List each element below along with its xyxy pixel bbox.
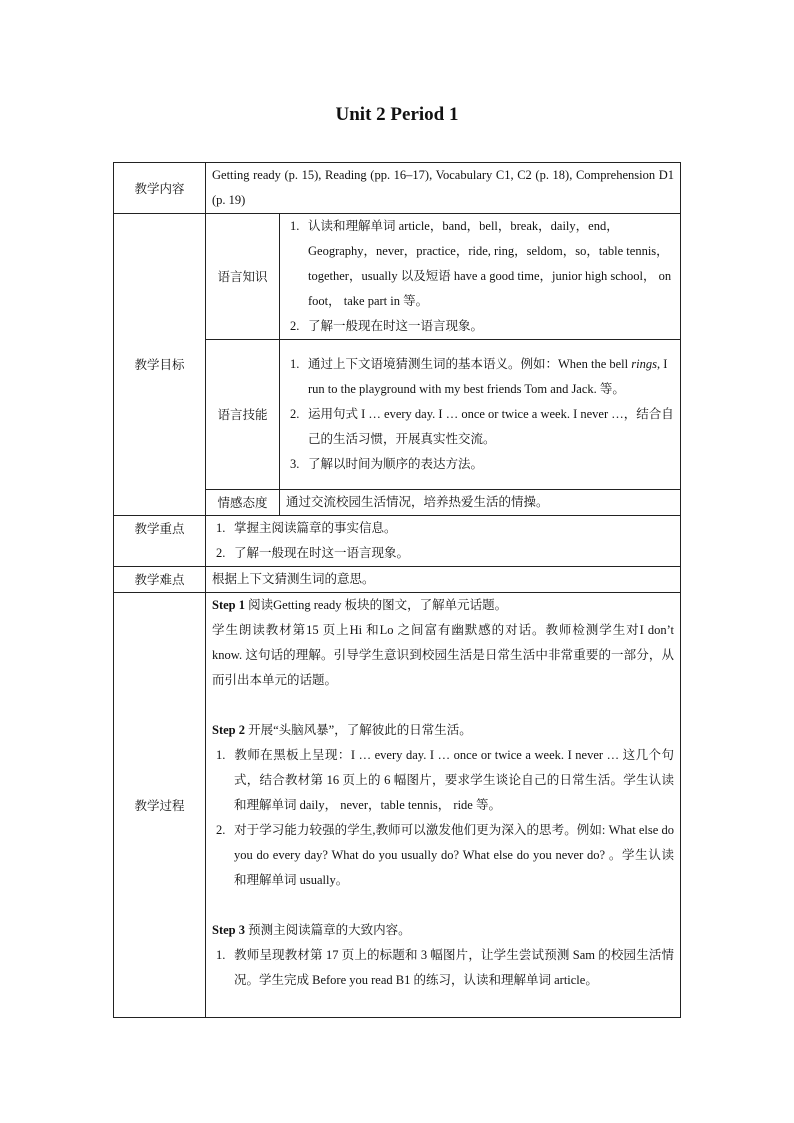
process-label: 教学过程 bbox=[114, 593, 206, 1018]
process-cell bbox=[206, 593, 681, 1018]
list-item: 1. 教师在黑板上呈现：I … every day. I … once or twice a week. I never … 这几个句式，结合教材第 16 页上的 6 幅图片，要求学生谈论自己的日常生活。学生认读和理解单词 daily， never，table tennis， ride 等。 bbox=[216, 748, 674, 812]
row-focus bbox=[114, 516, 681, 567]
list-item: 1. 教师呈现教材第 17 页上的标题和 3 幅图片，让学生尝试预测 Sam 的校园生活情况。学生完成 Before you read B1 的练习，认读和理解单词 article。 bbox=[216, 948, 674, 987]
objectives-label: 教学目标 bbox=[114, 214, 206, 516]
row-content bbox=[114, 163, 681, 214]
difficulty-label: 教学难点 bbox=[114, 567, 206, 593]
focus-cell bbox=[206, 516, 681, 567]
list-item: 2. 运用句式 I … every day. I … once or twice a week. I never …，结合自己的生活习惯，开展真实性交流。 bbox=[290, 407, 674, 446]
list-item: 2. 了解一般现在时这一语言现象。 bbox=[290, 319, 484, 333]
list-item: 1. 通过上下文语境猜测生词的基本语义。例如：When the bell rings, I run to the playground with my best friends Tom and Jack. 等。 bbox=[290, 357, 668, 396]
step2-block bbox=[206, 718, 680, 743]
step3-heading: Step 3 预测主阅读篇章的大致内容。 bbox=[212, 923, 411, 937]
step1-body: 学生朗读教材第15 页上Hi 和Lo 之间富有幽默感的对话。教师检测学生对I don’t know. 这句话的理解。引导学生意识到校园生活是日常生活中非常重要的一部分，从而引出本单元的话题。 bbox=[212, 623, 674, 687]
knowledge-cell bbox=[280, 214, 681, 340]
attitude-text: 通过交流校园生活情况，培养热爱生活的情操。 bbox=[280, 490, 681, 516]
list-item: 3. 了解以时间为顺序的表达方法。 bbox=[290, 457, 484, 471]
step3-list bbox=[206, 943, 680, 993]
step1-block bbox=[206, 593, 680, 693]
content-label: 教学内容 bbox=[114, 163, 206, 214]
row-objectives-knowledge bbox=[114, 214, 681, 340]
step1-heading: Step 1 阅读Getting ready 板块的图文，了解单元话题。 bbox=[212, 598, 508, 612]
skills-cell bbox=[280, 340, 681, 490]
step2-heading: Step 2 开展“头脑风暴”，了解彼此的日常生活。 bbox=[212, 723, 472, 737]
row-process bbox=[114, 593, 681, 1018]
list-item: 2. 对于学习能力较强的学生,教师可以激发他们更为深入的思考。例如: What else do you do every day? What do you usually do? What else do you never do? 。学生认读和理解单词 usually。 bbox=[216, 823, 674, 887]
step3-block bbox=[206, 918, 680, 943]
knowledge-label: 语言知识 bbox=[206, 214, 280, 340]
content-text: Getting ready (p. 15), Reading (pp. 16–17), Vocabulary C1, C2 (p. 18), Comprehension D1 (p. 19) bbox=[206, 163, 681, 214]
list-item: 1. 掌握主阅读篇章的事实信息。 bbox=[216, 521, 397, 535]
knowledge-list bbox=[280, 214, 680, 339]
lesson-plan-table bbox=[113, 162, 681, 1018]
page-title: Unit 2 Period 1 bbox=[335, 104, 459, 125]
difficulty-text: 根据上下文猜测生词的意思。 bbox=[206, 567, 681, 593]
skills-label: 语言技能 bbox=[206, 340, 280, 490]
list-item: 1. 认读和理解单词 article，band，bell，break，daily，end，Geography，never，practice，ride, ring，seldom，so，table tennis，together，usually 以及短语 have a good time，junior high school， on foot， take part in 等。 bbox=[290, 219, 672, 308]
row-difficulty bbox=[114, 567, 681, 593]
attitude-label: 情感态度 bbox=[206, 490, 280, 516]
focus-list bbox=[206, 516, 680, 566]
step2-list bbox=[206, 743, 680, 893]
focus-label: 教学重点 bbox=[114, 516, 206, 567]
list-item: 2. 了解一般现在时这一语言现象。 bbox=[216, 546, 410, 560]
skills-list bbox=[280, 352, 680, 477]
